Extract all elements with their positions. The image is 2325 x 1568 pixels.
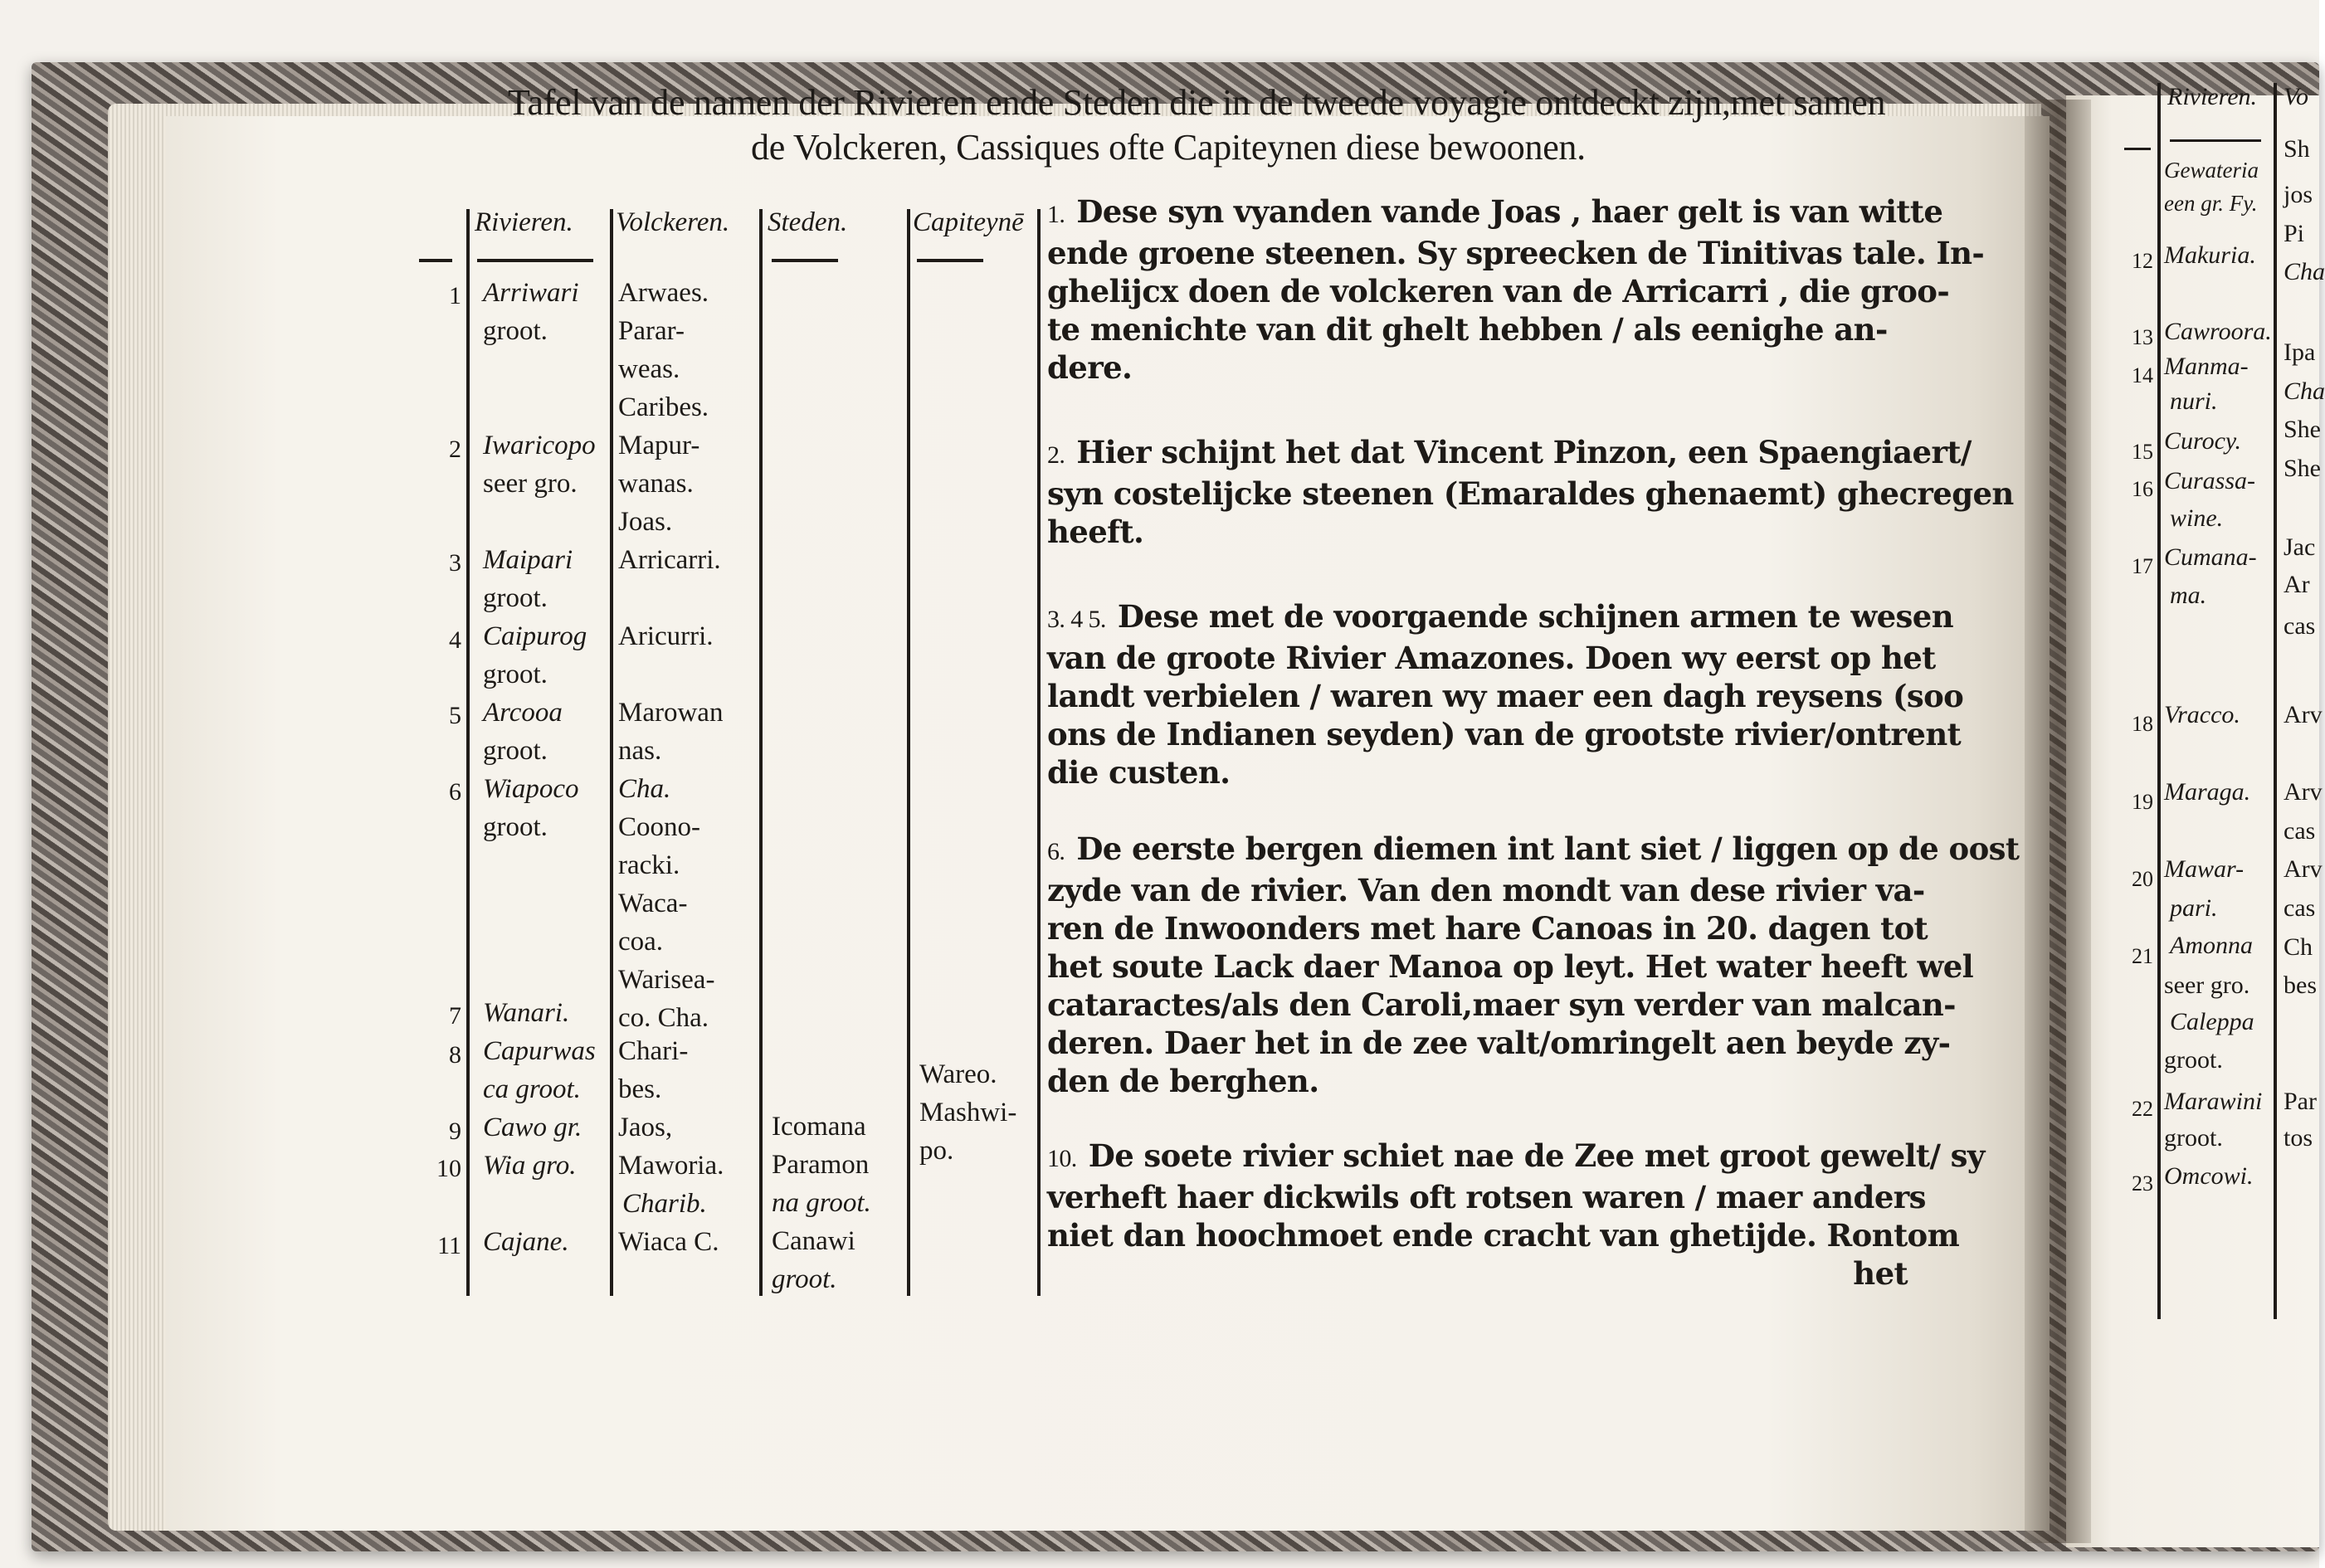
header-rule — [477, 259, 593, 262]
right-header-rivers: Rivieren. — [2167, 83, 2258, 110]
row-number: 2 — [449, 436, 461, 463]
right-row-number: 15 — [2132, 440, 2153, 464]
note-number: 10. — [1047, 1145, 1077, 1172]
right-row-number: 21 — [2132, 944, 2153, 968]
note-line: ghelijcx doen de volckeren van de Arricarri , die groo- — [1047, 273, 1950, 309]
captain-name: Mashwi- — [919, 1098, 1017, 1127]
note-line: landt verbielen / waren wy maer een dagh reysens (soo — [1047, 678, 1964, 714]
note-line: ons de Indianen seyden) van de grootste rivier/ontrent — [1047, 716, 1962, 752]
right-people: Par — [2284, 1088, 2317, 1115]
note-line: deren. Daer het in de zee valt/omringelt aen beyde zy- — [1047, 1025, 1951, 1061]
river-name: Maipari — [483, 545, 573, 575]
column-header-captains: Capiteynē — [913, 207, 1024, 237]
people-name: Wiaca C. — [618, 1227, 719, 1257]
people-name: Warisea- — [618, 965, 715, 995]
people-name: co. Cha. — [618, 1003, 709, 1033]
people-name: Caribes. — [618, 392, 709, 422]
right-river: Vracco. — [2164, 701, 2240, 728]
note-line: te menichte van dit ghelt hebben / als eenighe an- — [1047, 311, 1888, 348]
people-name: racki. — [618, 850, 680, 880]
right-river: Omcowi. — [2164, 1162, 2254, 1190]
column-rule — [907, 209, 910, 1296]
river-name: Arcooa — [483, 698, 563, 728]
people-name: Maworia. — [618, 1151, 724, 1181]
note-paragraph — [1047, 433, 2014, 551]
note-line: Dese met de voorgaende schijnen armen te wesen — [1117, 598, 1954, 635]
river-name: Wiapoco — [483, 774, 579, 804]
right-river: wine. — [2170, 504, 2224, 532]
row-number: 11 — [437, 1232, 461, 1259]
row-number: 5 — [449, 702, 461, 729]
people-name: Charib. — [622, 1189, 707, 1219]
note-paragraph — [1047, 830, 2020, 1100]
column-rule — [466, 209, 470, 1296]
note-line: het — [1853, 1255, 1908, 1292]
people-name: bes. — [618, 1074, 662, 1104]
people-name: weas. — [618, 354, 680, 384]
right-row-number: 18 — [2132, 712, 2153, 736]
table-title-line-2: de Volckeren, Cassiques ofte Capiteynen diese bewoonen. — [751, 127, 1586, 168]
right-river: seer gro. — [2164, 971, 2250, 999]
right-river: ma. — [2170, 582, 2207, 609]
people-name: coa. — [618, 927, 664, 957]
people-name: Cha. — [618, 774, 671, 804]
right-river: Curassa- — [2164, 467, 2256, 494]
right-people: She — [2284, 416, 2321, 443]
note-line: Hier schijnt het dat Vincent Pinzon, een Spaengiaert/ — [1076, 434, 1972, 470]
right-row-number: 13 — [2132, 325, 2153, 349]
note-line: heeft. — [1047, 514, 1144, 550]
town-name: na groot. — [772, 1188, 871, 1218]
captain-name: po. — [919, 1136, 954, 1166]
right-river: nuri. — [2170, 387, 2218, 415]
row-number: 4 — [449, 626, 461, 654]
right-header-peoples: Vo — [2284, 83, 2308, 110]
note-line: het soute Lack daer Manoa op leyt. Het water heeft wel — [1047, 948, 1974, 985]
right-row-number: 14 — [2132, 363, 2153, 387]
note-line: dere. — [1047, 349, 1133, 386]
note-number: 1. — [1047, 201, 1065, 228]
people-name: Jaos, — [618, 1113, 673, 1142]
right-page — [2066, 95, 2319, 1547]
right-people: Jac — [2284, 533, 2316, 561]
note-line: Dese syn vyanden vande Joas , haer gelt is van witte — [1076, 193, 1943, 230]
right-people: cas — [2284, 817, 2316, 845]
row-number: 8 — [449, 1041, 461, 1069]
river-name: Arriwari — [483, 278, 579, 308]
right-column-rule — [2274, 83, 2277, 1319]
town-name: Icomana — [772, 1112, 866, 1142]
town-name: Canawi — [772, 1226, 855, 1256]
people-name: Arricarri. — [618, 545, 721, 575]
column-header-rivers: Rivieren. — [475, 207, 573, 237]
river-name: Cawo gr. — [483, 1113, 582, 1142]
note-line: den de berghen. — [1047, 1063, 1319, 1099]
table-title-line-1: Tafel van de namen der Rivieren ende Steden die in de tweede voyagie ontdeckt zijn,met samen — [508, 82, 1886, 123]
note-line: ende groene steenen. Sy spreecken de Tinitivas tale. In- — [1047, 235, 1985, 271]
right-river: groot. — [2164, 1046, 2223, 1074]
right-people: bes — [2284, 971, 2317, 999]
people-name: Parar- — [618, 316, 685, 346]
note-line: De eerste bergen diemen int lant siet / liggen op de oost — [1076, 830, 2020, 867]
column-rule — [610, 209, 613, 1296]
river-name: Cajane. — [483, 1227, 569, 1257]
right-people: Arv — [2284, 855, 2323, 883]
river-name: Iwaricopo — [483, 431, 596, 460]
note-number: 3. 4 5. — [1047, 606, 1106, 633]
right-row-number: 20 — [2132, 867, 2153, 891]
right-row-number: 19 — [2132, 790, 2153, 814]
right-river: Amonna — [2170, 932, 2253, 959]
right-river: groot. — [2164, 1124, 2223, 1152]
right-people: She — [2284, 455, 2321, 482]
river-name: ca groot. — [483, 1074, 581, 1104]
right-river: Manma- — [2164, 353, 2249, 380]
river-name: Wanari. — [483, 998, 570, 1028]
right-river: Cumana- — [2164, 543, 2257, 571]
right-river: Mawar- — [2164, 855, 2245, 883]
note-number: 6. — [1047, 838, 1065, 865]
right-people: Pi — [2284, 220, 2305, 247]
right-river: een gr. Fy. — [2164, 191, 2258, 216]
row-number: 10 — [436, 1155, 461, 1182]
note-paragraph — [1047, 597, 1964, 791]
note-paragraph — [1047, 1137, 1985, 1293]
right-river: Curocy. — [2164, 427, 2242, 455]
river-size: groot. — [483, 736, 548, 766]
captain-name: Wareo. — [919, 1059, 997, 1089]
right-river: Marawini — [2164, 1088, 2263, 1115]
note-line: syn costelijcke steenen (Emaraldes ghenaemt) ghecregen — [1047, 475, 2014, 512]
note-number: 2. — [1047, 441, 1065, 469]
right-river: Gewateria — [2164, 158, 2259, 183]
header-rule — [419, 259, 452, 262]
river-size: groot. — [483, 316, 548, 346]
people-name: Aricurri. — [618, 621, 714, 651]
right-row-number: 22 — [2132, 1097, 2153, 1121]
people-name: Mapur- — [618, 431, 700, 460]
people-name: wanas. — [618, 469, 694, 499]
right-row-number: 16 — [2132, 477, 2153, 501]
header-rule — [772, 259, 838, 262]
note-line: van de groote Rivier Amazones. Doen wy eerst op het — [1047, 640, 1936, 676]
town-name: Paramon — [772, 1150, 870, 1180]
right-people: Cha — [2284, 377, 2325, 405]
people-name: Arwaes. — [618, 278, 709, 308]
row-number: 3 — [449, 549, 461, 577]
people-name: nas. — [618, 736, 662, 766]
right-people: Arv — [2284, 701, 2323, 728]
right-column-rule — [2157, 83, 2161, 1319]
right-people: Sh — [2284, 135, 2310, 163]
people-name: Coono- — [618, 812, 700, 842]
right-people: tos — [2284, 1124, 2313, 1152]
note-line: De soete rivier schiet nae de Zee met groot gewelt/ sy — [1088, 1137, 1985, 1174]
river-name: Capurwas — [483, 1036, 596, 1066]
right-river: Maraga. — [2164, 778, 2251, 806]
note-line: ren de Inwoonders met hare Canoas in 20. dagen tot — [1047, 910, 1928, 947]
note-line: niet dan hoochmoet ende cracht van ghetijde. Rontom — [1047, 1217, 1960, 1254]
book-gutter — [2025, 100, 2091, 1543]
river-size: groot. — [483, 583, 548, 613]
right-header-rule — [2170, 139, 2261, 142]
town-name: groot. — [772, 1264, 837, 1294]
note-line: die custen. — [1047, 754, 1231, 791]
right-row-number: 12 — [2132, 249, 2153, 273]
right-river: Makuria. — [2164, 241, 2256, 269]
right-river: Caleppa — [2170, 1008, 2254, 1035]
row-number: 7 — [449, 1002, 461, 1030]
right-river: Cawroora. — [2164, 318, 2272, 345]
note-line: zyde van de rivier. Van den mondt van dese rivier va- — [1047, 872, 1925, 908]
right-river: pari. — [2170, 894, 2218, 922]
right-people: jos — [2284, 181, 2313, 208]
row-number: 9 — [449, 1118, 461, 1145]
column-rule — [759, 209, 763, 1296]
river-size: groot. — [483, 660, 548, 689]
right-people: cas — [2284, 894, 2316, 922]
note-line: verheft haer dickwils oft rotsen waren / maer anders — [1047, 1179, 1926, 1215]
column-header-towns: Steden. — [768, 207, 848, 237]
people-name: Joas. — [618, 507, 673, 537]
header-rule — [917, 259, 983, 262]
right-row-number: 23 — [2132, 1171, 2153, 1195]
note-line: cataractes/als den Caroli,maer syn verder van malcan- — [1047, 986, 1956, 1023]
right-people: Ipa — [2284, 338, 2316, 366]
people-name: Waca- — [618, 889, 688, 918]
river-name: Wia gro. — [483, 1151, 577, 1181]
right-people: Cha — [2284, 258, 2325, 285]
right-row-number: 17 — [2132, 554, 2153, 578]
river-size: seer gro. — [483, 469, 578, 499]
river-name: Caipurog — [483, 621, 587, 651]
river-size: groot. — [483, 812, 548, 842]
right-people: Ar — [2284, 571, 2310, 598]
right-people: cas — [2284, 612, 2316, 640]
right-header-rule — [2124, 148, 2151, 150]
right-people: Ch — [2284, 933, 2313, 961]
column-header-peoples: Volckeren. — [616, 207, 730, 237]
row-number: 1 — [449, 282, 461, 309]
right-people: Arv — [2284, 778, 2323, 806]
note-paragraph — [1047, 192, 1985, 387]
people-name: Chari- — [618, 1036, 689, 1066]
people-name: Marowan — [618, 698, 724, 728]
row-number: 6 — [449, 778, 461, 806]
column-rule — [1037, 209, 1041, 1296]
